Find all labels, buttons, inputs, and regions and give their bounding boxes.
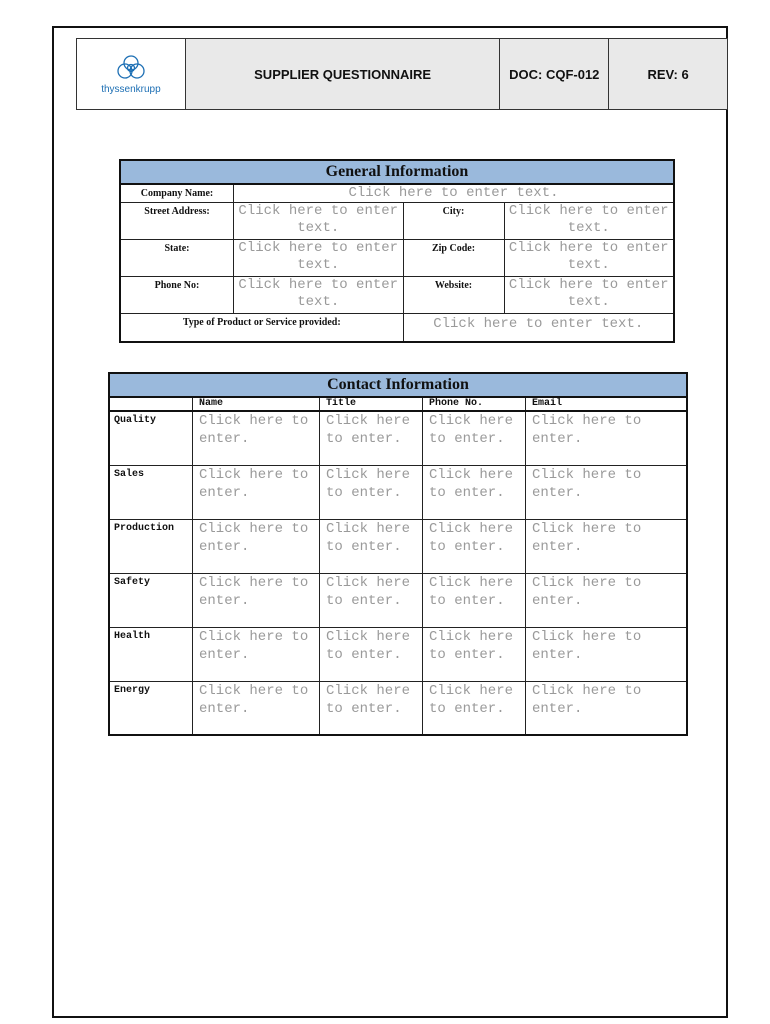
safety-email-field[interactable]: Click here to enter. bbox=[526, 573, 688, 627]
row-label-sales: Sales bbox=[109, 465, 193, 519]
company-name-label: Company Name: bbox=[120, 184, 234, 203]
table-row bbox=[109, 519, 687, 573]
quality-name-field[interactable]: Click here to enter. bbox=[193, 411, 320, 465]
column-header-email: Email bbox=[526, 397, 688, 411]
street-address-label: Street Address: bbox=[120, 203, 234, 240]
health-title-field[interactable]: Click here to enter. bbox=[320, 627, 423, 681]
energy-name-field[interactable]: Click here to enter. bbox=[193, 681, 320, 735]
production-name-field[interactable]: Click here to enter. bbox=[193, 519, 320, 573]
table-row bbox=[109, 627, 687, 681]
production-title-field[interactable]: Click here to enter. bbox=[320, 519, 423, 573]
website-field[interactable]: Click here to enter text. bbox=[504, 277, 674, 314]
document-header bbox=[76, 38, 728, 110]
health-email-field[interactable]: Click here to enter. bbox=[526, 627, 688, 681]
production-phone-field[interactable]: Click here to enter. bbox=[423, 519, 526, 573]
column-header-title: Title bbox=[320, 397, 423, 411]
production-email-field[interactable]: Click here to enter. bbox=[526, 519, 688, 573]
doc-title: SUPPLIER QUESTIONNAIRE bbox=[185, 39, 500, 110]
sales-title-field[interactable]: Click here to enter. bbox=[320, 465, 423, 519]
product-service-field[interactable]: Click here to enter text. bbox=[403, 314, 674, 342]
website-label: Website: bbox=[403, 277, 504, 314]
health-phone-field[interactable]: Click here to enter. bbox=[423, 627, 526, 681]
state-label: State: bbox=[120, 240, 234, 277]
quality-email-field[interactable]: Click here to enter. bbox=[526, 411, 688, 465]
table-row bbox=[109, 411, 687, 465]
row-label-production: Production bbox=[109, 519, 193, 573]
city-label: City: bbox=[403, 203, 504, 240]
row-label-column-header bbox=[109, 397, 193, 411]
product-service-label: Type of Product or Service provided: bbox=[120, 314, 403, 342]
document-page bbox=[52, 26, 728, 1018]
safety-name-field[interactable]: Click here to enter. bbox=[193, 573, 320, 627]
table-row bbox=[109, 573, 687, 627]
logo-cell bbox=[77, 39, 186, 110]
row-label-quality: Quality bbox=[109, 411, 193, 465]
logo-text: thyssenkrupp bbox=[101, 83, 161, 95]
street-address-field[interactable]: Click here to enter text. bbox=[234, 203, 404, 240]
sales-name-field[interactable]: Click here to enter. bbox=[193, 465, 320, 519]
general-info-table bbox=[119, 159, 675, 343]
safety-phone-field[interactable]: Click here to enter. bbox=[423, 573, 526, 627]
contact-info-heading: Contact Information bbox=[109, 373, 687, 397]
contact-info-table bbox=[108, 372, 688, 736]
doc-revision: REV: 6 bbox=[609, 39, 728, 110]
zip-code-label: Zip Code: bbox=[403, 240, 504, 277]
row-label-energy: Energy bbox=[109, 681, 193, 735]
sales-phone-field[interactable]: Click here to enter. bbox=[423, 465, 526, 519]
energy-email-field[interactable]: Click here to enter. bbox=[526, 681, 688, 735]
quality-title-field[interactable]: Click here to enter. bbox=[320, 411, 423, 465]
table-row bbox=[109, 681, 687, 735]
company-name-field[interactable]: Click here to enter text. bbox=[234, 184, 675, 203]
row-label-safety: Safety bbox=[109, 573, 193, 627]
zip-code-field[interactable]: Click here to enter text. bbox=[504, 240, 674, 277]
column-header-name: Name bbox=[193, 397, 320, 411]
energy-title-field[interactable]: Click here to enter. bbox=[320, 681, 423, 735]
thyssenkrupp-logo-icon bbox=[114, 54, 148, 82]
sales-email-field[interactable]: Click here to enter. bbox=[526, 465, 688, 519]
energy-phone-field[interactable]: Click here to enter. bbox=[423, 681, 526, 735]
doc-number: DOC: CQF-012 bbox=[500, 39, 609, 110]
quality-phone-field[interactable]: Click here to enter. bbox=[423, 411, 526, 465]
table-row bbox=[109, 465, 687, 519]
health-name-field[interactable]: Click here to enter. bbox=[193, 627, 320, 681]
state-field[interactable]: Click here to enter text. bbox=[234, 240, 404, 277]
column-header-phone: Phone No. bbox=[423, 397, 526, 411]
row-label-health: Health bbox=[109, 627, 193, 681]
phone-field[interactable]: Click here to enter text. bbox=[234, 277, 404, 314]
general-info-heading: General Information bbox=[120, 160, 674, 184]
phone-label: Phone No: bbox=[120, 277, 234, 314]
safety-title-field[interactable]: Click here to enter. bbox=[320, 573, 423, 627]
city-field[interactable]: Click here to enter text. bbox=[504, 203, 674, 240]
